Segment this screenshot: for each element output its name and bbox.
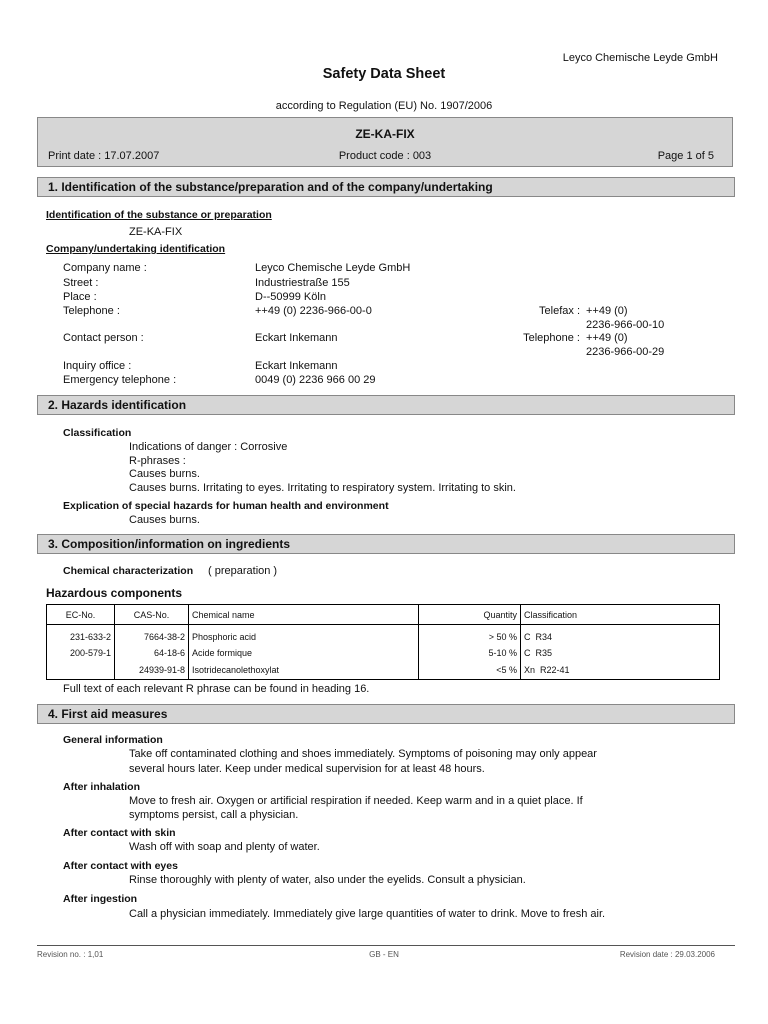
- general-information-label: General information: [63, 734, 163, 746]
- company-identification-label: Company/undertaking identification: [46, 243, 226, 255]
- after-ingestion-text: Call a physician immediately. Immediately give large quantities of water to drink. Move to fresh air.: [129, 908, 606, 920]
- danger-indication: Indications of danger : Corrosive: [129, 441, 288, 453]
- print-date: Print date : 17.07.2007: [48, 150, 160, 162]
- revision-number: Revision no. : 1,01: [37, 950, 104, 959]
- telefax-value-line1: ++49 (0): [586, 305, 628, 317]
- telephone2-value-line2: 2236-966-00-29: [586, 346, 665, 358]
- after-eye-contact-text: Rinse thoroughly with plenty of water, also under the eyelids. Consult a physician.: [129, 874, 526, 886]
- section-4-heading: 4. First aid measures: [37, 704, 735, 724]
- after-skin-contact-label: After contact with skin: [63, 827, 176, 839]
- classification: [521, 645, 720, 661]
- regulation-line: according to Regulation (EU) No. 1907/2006: [275, 100, 493, 112]
- section-2-heading: 2. Hazards identification: [37, 395, 735, 415]
- page-number: Page 1 of 5: [657, 150, 714, 162]
- ec-number: 231-633-2: [47, 625, 115, 646]
- r-phrase: R35: [535, 648, 553, 658]
- quantity: > 50 %: [419, 625, 521, 646]
- after-skin-contact-text: Wash off with soap and plenty of water.: [129, 841, 320, 853]
- hazard-symbol: Xn: [524, 665, 536, 675]
- column-header: Chemical name: [189, 605, 419, 625]
- substance-identification-label: Identification of the substance or preparation: [46, 209, 272, 221]
- classification: [521, 625, 720, 646]
- after-inhalation-line2: symptoms persist, call a physician.: [129, 809, 299, 821]
- table-row: [47, 661, 720, 680]
- table-row: [47, 645, 720, 661]
- r-phrase-note: Full text of each relevant R phrase can be found in heading 16.: [63, 683, 370, 695]
- r-phrases-label: R-phrases :: [129, 455, 186, 467]
- section-3-heading: 3. Composition/information on ingredients: [37, 534, 735, 554]
- footer-divider: [37, 945, 735, 946]
- chemical-name: Isotridecanolethoxylat: [189, 661, 419, 680]
- revision-date: Revision date : 29.03.2006: [619, 950, 715, 959]
- hazardous-components-table: [46, 604, 720, 680]
- after-inhalation-line1: Move to fresh air. Oxygen or artificial respiration if needed. Keep warm and in a quiet place. If: [129, 795, 583, 807]
- ec-number: 200-579-1: [47, 645, 115, 661]
- emergency-telephone-value: 0049 (0) 2236 966 00 29: [255, 374, 376, 386]
- quantity: 5-10 %: [419, 645, 521, 661]
- cas-number: 64-18-6: [115, 645, 189, 661]
- general-information-line2: several hours later. Keep under medical supervision for at least 48 hours.: [129, 763, 485, 775]
- after-inhalation-label: After inhalation: [63, 781, 141, 793]
- r-phrase-text: Causes burns.: [129, 468, 200, 480]
- classification-label: Classification: [63, 427, 132, 439]
- telefax-value-line2: 2236-966-00-10: [586, 319, 665, 331]
- column-header: Quantity: [419, 605, 521, 625]
- telephone-value: ++49 (0) 2236-966-00-0: [255, 305, 372, 317]
- special-hazards-label: Explication of special hazards for human health and environment: [63, 500, 389, 512]
- chemical-name: Phosphoric acid: [189, 625, 419, 646]
- inquiry-office-label: Inquiry office :: [63, 360, 132, 372]
- contact-person-value: Eckart Inkemann: [255, 332, 338, 344]
- company-header: Leyco Chemische Leyde GmbH: [562, 52, 718, 64]
- street-value: Industriestraße 155: [255, 277, 350, 289]
- substance-name: ZE-KA-FIX: [129, 226, 183, 238]
- table-row: [47, 625, 720, 646]
- r-phrase: R34: [535, 632, 553, 642]
- chemical-characterization-label: Chemical characterization: [63, 565, 194, 577]
- product-info-box: [37, 117, 733, 167]
- telefax-label: Telefax :: [539, 305, 580, 317]
- product-code: Product code : 003: [338, 150, 432, 162]
- chemical-characterization-value: ( preparation ): [208, 565, 278, 577]
- hazardous-components-title: Hazardous components: [46, 586, 183, 600]
- special-hazards-text: Causes burns.: [129, 514, 200, 526]
- hazard-symbol: C: [524, 632, 531, 642]
- emergency-telephone-label: Emergency telephone :: [63, 374, 177, 386]
- inquiry-office-value: Eckart Inkemann: [255, 360, 338, 372]
- telephone2-value-line1: ++49 (0): [586, 332, 628, 344]
- table-header-row: [47, 605, 720, 625]
- cas-number: 24939-91-8: [115, 661, 189, 680]
- language-code: GB - EN: [369, 950, 399, 959]
- street-label: Street :: [63, 277, 99, 289]
- place-label: Place :: [63, 291, 97, 303]
- ec-number: [47, 661, 115, 680]
- contact-person-label: Contact person :: [63, 332, 144, 344]
- document-title: Safety Data Sheet: [322, 66, 446, 82]
- company-name-label: Company name :: [63, 262, 147, 274]
- chemical-name: Acide formique: [189, 645, 419, 661]
- column-header: Classification: [521, 605, 720, 625]
- r-phrase: R22-41: [540, 665, 570, 675]
- company-name-value: Leyco Chemische Leyde GmbH: [255, 262, 411, 274]
- hazard-symbol: C: [524, 648, 531, 658]
- general-information-line1: Take off contaminated clothing and shoes immediately. Symptoms of poisoning may only appear: [129, 748, 597, 760]
- cas-number: 7664-38-2: [115, 625, 189, 646]
- telephone-label: Telephone :: [63, 305, 120, 317]
- section-1-heading: 1. Identification of the substance/preparation and of the company/undertaking: [37, 177, 735, 197]
- telephone2-label: Telephone :: [523, 332, 580, 344]
- hazard-statement: Causes burns. Irritating to eyes. Irritating to respiratory system. Irritating to skin.: [129, 482, 516, 494]
- column-header: EC-No.: [47, 605, 115, 625]
- after-eye-contact-label: After contact with eyes: [63, 860, 178, 872]
- column-header: CAS-No.: [115, 605, 189, 625]
- product-name: ZE-KA-FIX: [355, 127, 415, 141]
- after-ingestion-label: After ingestion: [63, 893, 138, 905]
- place-value: D--50999 Köln: [255, 291, 326, 303]
- quantity: <5 %: [419, 661, 521, 680]
- classification: [521, 661, 720, 680]
